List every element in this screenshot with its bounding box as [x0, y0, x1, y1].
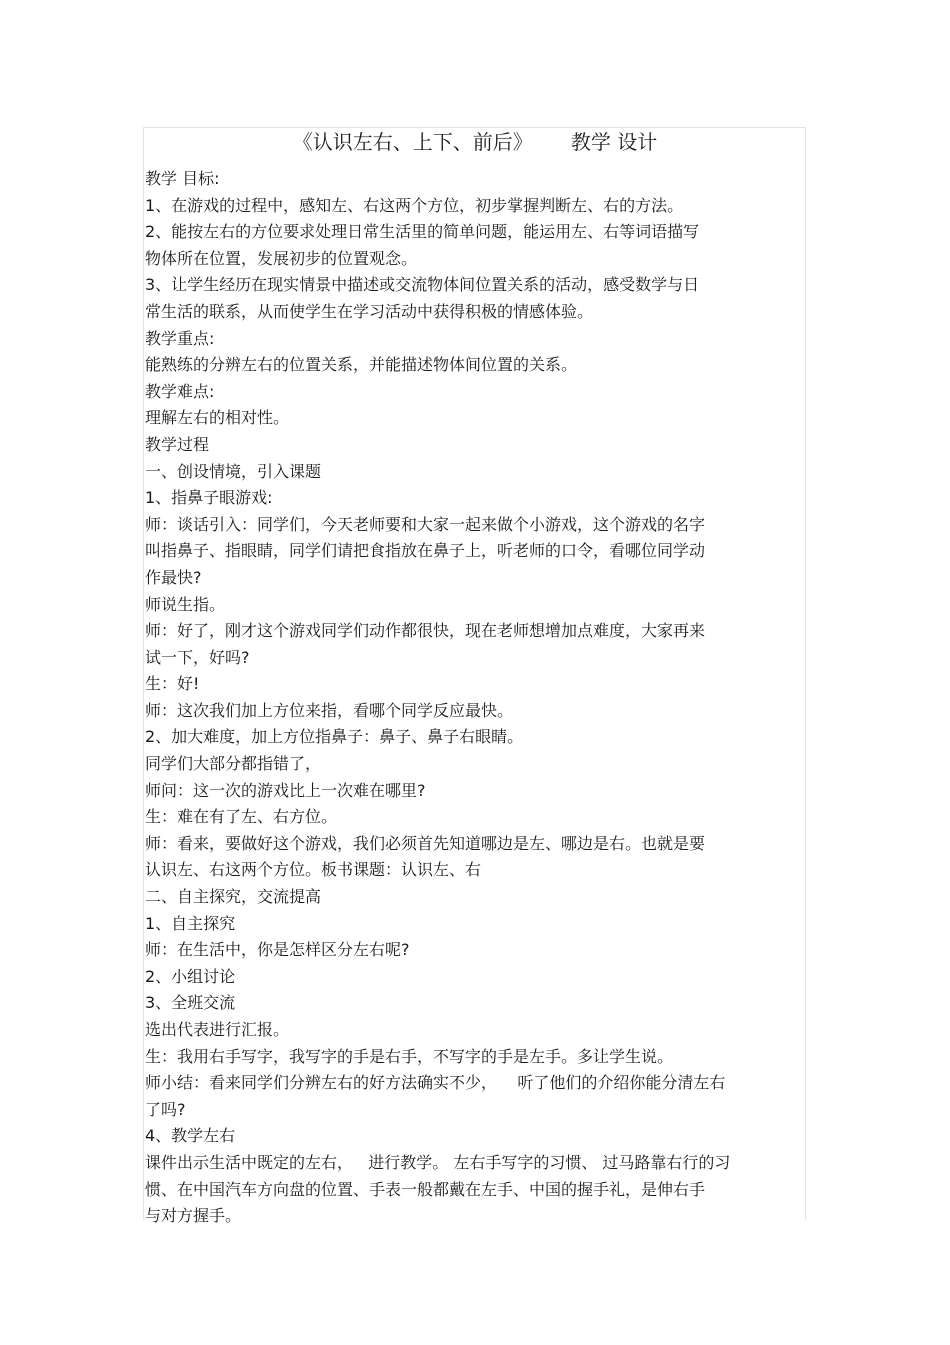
text-line: 惯、在中国汽车方向盘的位置、手表一般都戴在左手、中国的握手礼，是伸右手 — [145, 1179, 706, 1199]
text-line: 师：好了，刚才这个游戏同学们动作都很快，现在老师想增加点难度，大家再来 — [145, 621, 706, 641]
text-line: 师：看来，要做好这个游戏，我们必须首先知道哪边是左、哪边是右。也就是要 — [145, 833, 706, 853]
text-line: 1、指鼻子眼游戏: — [145, 488, 273, 508]
text-line: 师说生指。 — [145, 594, 226, 614]
text-line: 1、自主探究 — [145, 913, 236, 933]
text-line: 1、在游戏的过程中，感知左、右这两个方位，初步掌握判断左、右的方法。 — [145, 195, 684, 215]
text-line: 2、能按左右的方位要求处理日常生活里的简单问题，能运用左、右等词语描写 — [145, 222, 700, 242]
text-line: 了吗? — [145, 1099, 186, 1119]
text-line: 师：谈话引入：同学们，今天老师要和大家一起来做个小游戏，这个游戏的名字 — [145, 514, 706, 534]
text-line: 教学重点: — [145, 328, 215, 348]
text-line: 生：好! — [145, 674, 200, 694]
document-body — [145, 166, 805, 1230]
text-line: 叫指鼻子、指眼睛，同学们请把食指放在鼻子上，听老师的口令，看哪位同学动 — [145, 541, 706, 561]
text-line: 师：在生活中，你是怎样区分左右呢? — [145, 940, 410, 960]
text-line: 2、小组讨论 — [145, 966, 236, 986]
text-line: 一、创设情境，引入课题 — [145, 461, 322, 481]
text-line: 教学难点: — [145, 381, 215, 401]
text-line: 教学 目标: — [145, 169, 220, 188]
text-line: 认识左、右这两个方位。板书课题：认识左、右 — [145, 860, 482, 880]
text-line: 同学们大部分都指错了， — [145, 754, 322, 774]
text-line: 教学过程 — [145, 434, 210, 454]
text-line: 师：这次我们加上方位来指，看哪个同学反应最快。 — [145, 700, 514, 720]
text-line: 4、教学左右 — [145, 1126, 236, 1146]
text-line: 生：难在有了左、右方位。 — [145, 807, 338, 827]
text-line: 师小结：看来同学们分辨左右的好方法确实不少， 听了他们的介绍你能分清左右 — [145, 1073, 726, 1093]
text-line: 生：我用右手写字，我写字的手是右手，不写字的手是左手。多让学生说。 — [145, 1046, 674, 1066]
document-title: 《认识左右、上下、前后》 教学 设计 — [292, 130, 658, 154]
text-line: 作最快? — [145, 567, 202, 587]
text-line: 能熟练的分辨左右的位置关系，并能描述物体间位置的关系。 — [145, 355, 578, 375]
text-line: 课件出示生活中既定的左右， 进行教学。 左右手写字的习惯、 过马路靠右行的习 — [145, 1152, 731, 1172]
text-line: 2、加大难度，加上方位指鼻子：鼻子、鼻子右眼睛。 — [145, 727, 524, 747]
text-line: 师问：这一次的游戏比上一次难在哪里? — [145, 780, 426, 800]
text-line: 3、让学生经历在现实情景中描述或交流物体间位置关系的活动，感受数学与日 — [145, 275, 700, 295]
text-line: 选出代表进行汇报。 — [145, 1020, 290, 1039]
text-line: 与对方握手。 — [145, 1206, 242, 1226]
text-line: 物体所在位置，发展初步的位置观念。 — [145, 248, 418, 268]
text-line: 常生活的联系，从而使学生在学习活动中获得积极的情感体验。 — [145, 301, 594, 321]
text-line: 理解左右的相对性。 — [145, 408, 290, 428]
text-line: 二、自主探究，交流提高 — [145, 887, 322, 907]
text-line: 3、全班交流 — [145, 993, 236, 1013]
text-line: 试一下，好吗? — [145, 647, 250, 667]
